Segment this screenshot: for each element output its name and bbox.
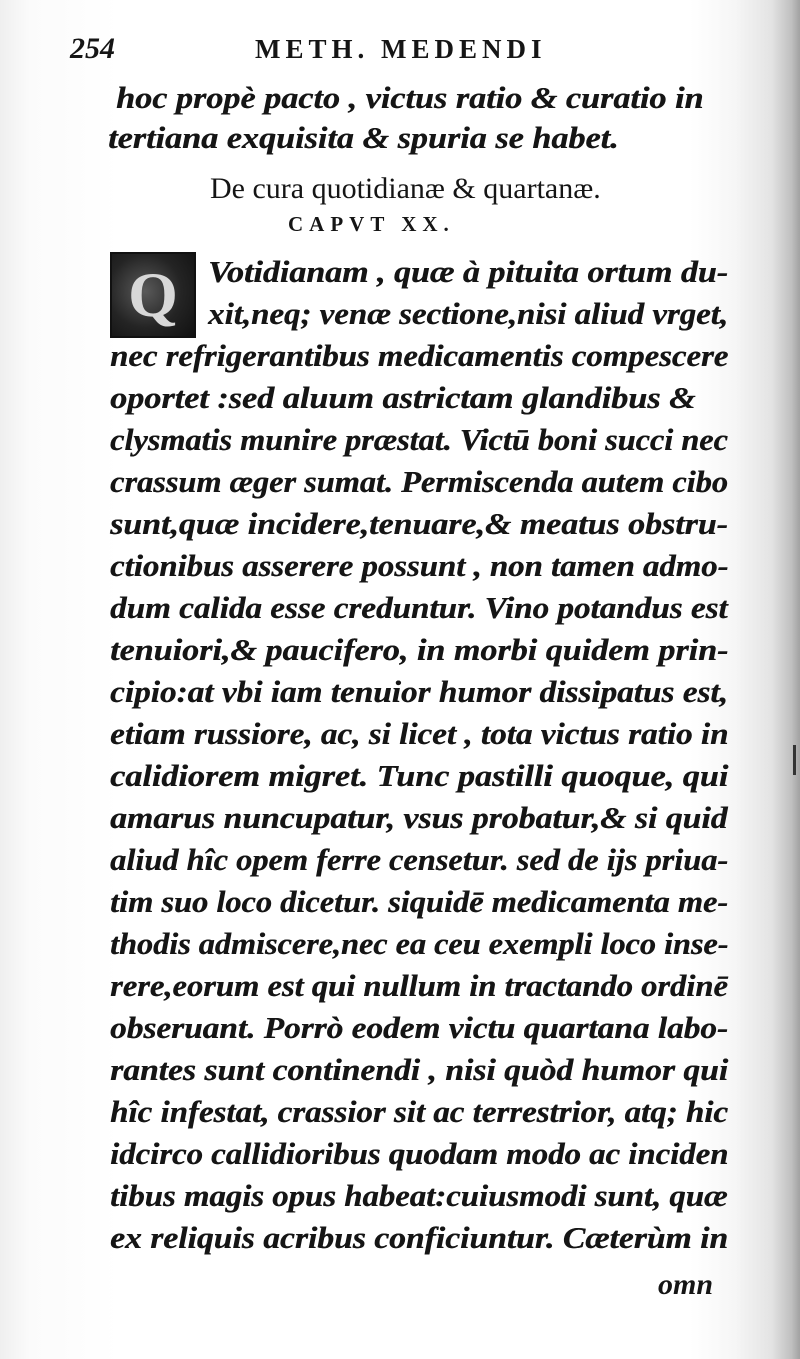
body-line: thodis admiscere,nec ea ceu exempli loco inse-: [110, 927, 729, 961]
body-line: idcirco callidioribus quodam modo ac inciden: [110, 1137, 729, 1171]
body-line: ctionibus asserere possunt , non tamen admo-: [110, 549, 729, 583]
catchword: omn: [658, 1268, 714, 1301]
decorated-initial-q-icon: [110, 252, 196, 338]
body-line: ex reliquis acribus conficiuntur. Cæterùm in: [110, 1221, 728, 1255]
page-edge-mark: [793, 745, 796, 775]
body-line: hîc infestat, crassior sit ac terrestrior, atq; hic: [110, 1095, 728, 1129]
body-line: aliud hîc opem ferre censetur. sed de ijs priua-: [110, 843, 729, 877]
body-line: rere,eorum est qui nullum in tractando ordinē: [110, 969, 728, 1003]
body-line: tibus magis opus habeat:cuiusmodi sunt, quæ: [110, 1179, 728, 1213]
drop-initial-letter: Q: [128, 259, 178, 330]
section-subtitle: De cura quotidianæ & quartanæ.: [210, 172, 601, 205]
body-line: dum calida esse creduntur. Vino potandus est: [110, 591, 728, 625]
body-line: calidiorem migret. Tunc pastilli quoque, qui: [110, 759, 729, 793]
body-line: xit,neq; venæ sectione,nisi aliud vrget,: [208, 297, 729, 331]
intro-line: tertiana exquisita & spuria se habet.: [108, 121, 619, 155]
body-line: amarus nuncupatur, vsus probatur,& si quid: [110, 801, 728, 835]
page-header: [70, 30, 730, 70]
body-line: crassum æger sumat. Permiscenda autem cibo: [110, 465, 728, 499]
body-line: nec refrigerantibus medicamentis compescere: [110, 339, 729, 373]
body-line: tim suo loco dicetur. siquidē medicamenta me-: [110, 885, 729, 919]
running-head: METH. MEDENDI: [255, 34, 547, 64]
chapter-heading: CAPVT XX.: [288, 212, 455, 236]
body-line: obseruant. Porrò eodem victu quartana labo-: [110, 1011, 728, 1045]
body-line: tenuiori,& paucifero, in morbi quidem prin-: [110, 633, 729, 667]
body-line: clysmatis munire præstat. Victū boni succi nec: [110, 423, 728, 457]
body-line: rantes sunt continendi , nisi quòd humor qui: [110, 1053, 729, 1087]
body-line: Votidianam , quæ à pituita ortum du-: [208, 255, 728, 289]
page-number: 254: [70, 32, 115, 65]
body-line: cipio:at vbi iam tenuior humor dissipatus est,: [110, 675, 728, 709]
body-line: etiam russiore, ac, si licet , tota victus ratio in: [110, 717, 729, 751]
intro-line: hoc propè pacto , victus ratio & curatio in: [116, 81, 704, 115]
page-edge-shadow: [772, 0, 800, 1359]
body-line: oportet :sed aluum astrictam glandibus &: [110, 381, 696, 415]
body-line: sunt,quæ incidere,tenuare,& meatus obstru-: [110, 507, 728, 541]
